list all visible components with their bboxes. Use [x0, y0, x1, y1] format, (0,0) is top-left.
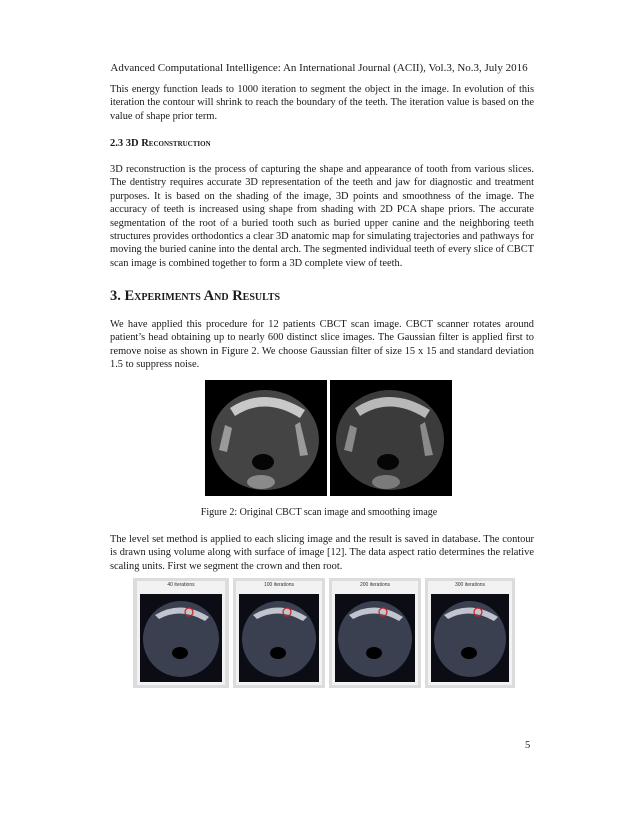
- figure3-panel-1: [133, 578, 229, 688]
- figure3-label-3: 200 iterations: [359, 582, 391, 588]
- figure3-panel-3: [329, 578, 421, 688]
- paragraph-experiments: We have applied this procedure for 12 patients CBCT scan image. CBCT scanner rotates around patient’s head obtaining up to nearly 600 distinct slice images. The Gaussian filter is applied first to remove noise as shown in Figure 2. We choose Gaussian filter of size 15 x 15 and standard deviation 1.5 to suppress noise.: [110, 319, 534, 371]
- paragraph-3d-reconstruction: 3D reconstruction is the process of capturing the shape and appearance of tooth from various slices. The dentistry requires accurate 3D representation of the teeth and jaw for diagnostic and treatment purposes. It is based on the shading of the image, 3D points and smoothness of the image. The accuracy of teeth is increased using shape from shading with 2D PCA shape priors. The accurate segmentation of the root of a buried tooth such as buried upper canine and the neighboring teeth structures provides orthodontics a clear 3D anatomic map for simulating trajectories and pathways for moving the buried canine into the dental arch. The segmented individual teeth of every slice of CBCT scan image is combined together to form a 3D complete view of teeth.: [110, 164, 534, 269]
- section-title: Experiments And Results: [124, 288, 281, 304]
- figure3-label-1: 40 iterations: [167, 582, 195, 588]
- figure2-smoothed-ct-image: [330, 380, 452, 496]
- section-heading-3: [110, 288, 280, 305]
- figure3-panel-2: [233, 578, 325, 688]
- figure2-caption: Figure 2: Original CBCT scan image and smoothing image: [200, 507, 438, 518]
- figure2-original-ct-image: [205, 380, 327, 496]
- figure3-label-2: 100 iterations: [263, 582, 295, 588]
- section-number: 3.: [110, 288, 121, 304]
- paragraph-energy-function: This energy function leads to 1000 iteration to segment the object in the image. In evolution of this iteration the contour will shrink to reach the boundary of the teeth. The iteration value is based on the value of shape prior term.: [110, 84, 534, 122]
- section-heading-2-3: [110, 138, 211, 149]
- figure3-panel-4: [425, 578, 515, 688]
- figure3-label-4: 300 iterations: [454, 582, 486, 588]
- page-number: 5: [525, 740, 531, 751]
- section-title: 3D Reconstruction: [125, 138, 211, 149]
- paragraph-level-set: The level set method is applied to each slicing image and the result is saved in database. The contour is drawn using volume along with surface of image [12]. The data aspect ratio determines the relative scaling units. First we segment the crown and then root.: [110, 534, 534, 572]
- running-header: Advanced Computational Intelligence: An International Journal (ACII), Vol.3, No.3, July 2016: [110, 62, 528, 74]
- section-number: 2.3: [110, 138, 124, 149]
